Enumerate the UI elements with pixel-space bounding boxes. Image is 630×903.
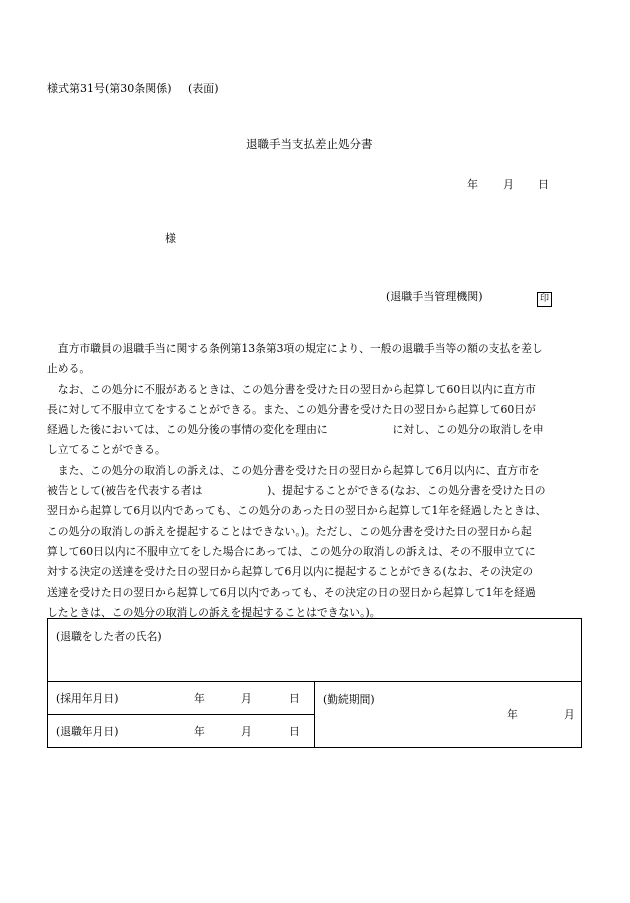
recipient-suffix: 様 [165, 232, 176, 245]
form-side: (表面) [188, 82, 219, 95]
para1-line: 止める。 [47, 362, 91, 376]
issuer-label: (退職手当管理機関) [386, 290, 483, 303]
paragraph-1 [47, 339, 577, 380]
retire-date-cell [48, 715, 315, 748]
retire-year-label: 年 [194, 725, 205, 738]
para3-line: 算して60日以内に不服申立てをした場合にあっては、この処分の取消しの訴えは、その不服申立てに [47, 544, 536, 558]
para3-line: この処分の取消しの訴えを提起することはできない。)。ただし、この処分書を受けた日の翌日から起 [47, 524, 532, 538]
hire-month-label: 月 [241, 692, 252, 705]
body-text [47, 339, 577, 623]
seal-character: 印 [537, 292, 552, 307]
service-period-cell [315, 682, 582, 748]
date-year-label: 年 [467, 178, 478, 191]
para1-line: 直方市職員の退職手当に関する条例第13条第3項の規定により、一般の退職手当等の額の支払を差し [57, 342, 543, 355]
name-label: (退職をした者の氏名) [56, 630, 162, 643]
para2-line: 経過した後においては、この処分後の事情の変化を理由に に対し、この処分の取消しを申 [47, 423, 544, 437]
date-month-label: 月 [503, 178, 514, 191]
service-period-label: (勤続期間) [323, 693, 375, 706]
para3-line: 翌日から起算して6月以内であっても、この処分のあった日の翌日から起算して1年を経過したときは、 [47, 504, 547, 518]
form-number: 様式第31号(第30条関係) [47, 82, 172, 95]
para2-line: 長に対して不服申立てをすることができる。また、この処分書を受けた日の翌日から起算して60日が [47, 402, 536, 416]
para2-line: なお、この処分に不服があるときは、この処分書を受けた日の翌日から起算して60日以内に直方市 [57, 382, 536, 396]
name-cell [48, 619, 582, 682]
service-month-label: 月 [564, 708, 575, 721]
hire-date-cell [48, 682, 315, 715]
para3-line: 対する決定の送達を受けた日の翌日から起算して6月以内に提起することができる(なお、その決定の [47, 565, 534, 579]
para2-line: し立てることができる。 [47, 443, 166, 457]
para3-line: 被告として(被告を代表する者は )、提起することができる(なお、この処分書を受けた日の [47, 484, 546, 498]
para3-line: また、この処分の取消しの訴えは、この処分書を受けた日の翌日から起算して6月以内に、直方市を [57, 463, 540, 477]
paragraph-3 [47, 461, 577, 623]
retire-month-label: 月 [241, 725, 252, 738]
hire-date-label: (採用年月日) [56, 692, 119, 705]
employee-info-table [47, 618, 582, 748]
document-title: 退職手当支払差止処分書 [246, 137, 373, 151]
retire-date-label: (退職年月日) [56, 725, 119, 738]
date-day-label: 日 [538, 178, 549, 191]
hire-day-label: 日 [289, 692, 300, 705]
para3-line: 送達を受けた日の翌日から起算して6月以内であっても、その決定の日の翌日から起算して1年を経過 [47, 585, 536, 599]
seal-mark [537, 286, 552, 307]
para3-line: したときは、この処分の取消しの訴えを提起することはできない。)。 [47, 605, 381, 619]
paragraph-2 [47, 380, 577, 461]
service-year-label: 年 [507, 708, 518, 721]
retire-day-label: 日 [289, 725, 300, 738]
hire-year-label: 年 [194, 692, 205, 705]
